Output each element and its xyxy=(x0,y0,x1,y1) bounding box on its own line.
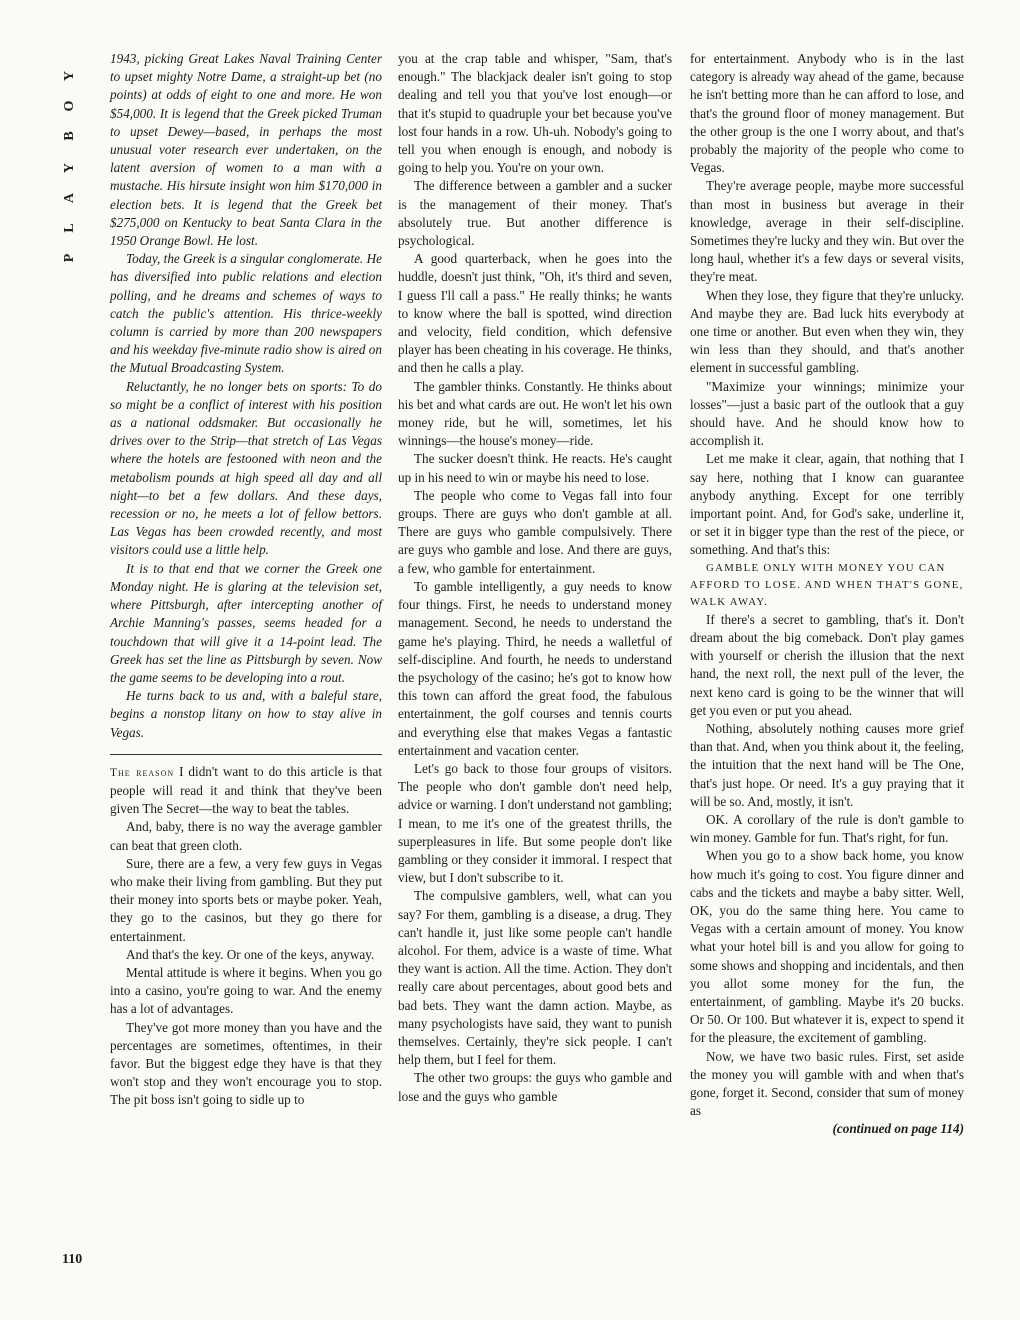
body-paragraph: To gamble intelligently, a guy needs to know four things. First, he needs to understand money management. Second, he needs to understand the game he's playing. Third, he needs a walletful of self-discipline. And fourth, he needs to understand the psychology of the casino; he's got to know how this town can afford the great food, the fabulous entertainment, the golf courses and tennis courts and everything else that makes Vegas a fantastic entertainment and vacation center. xyxy=(398,578,672,758)
body-paragraph: you at the crap table and whisper, "Sam, that's enough." The blackjack dealer isn't going to stop dealing and tell you that you've lost enough—or that it's stupid to quadruple your bet because you've lost four hands in a row. Uh-uh. Nobody's going to tell you when enough is enough, and nobody is going to help you. You're on your own. xyxy=(398,51,672,176)
body-paragraph: And, baby, there is no way the average gambler can beat that green cloth. xyxy=(110,819,382,853)
body-paragraph: for entertainment. Anybody who is in the last category is already way ahead of the game, because he isn't betting more than he can afford to lose, and that's the ground floor of money management. But the other group is the one I worry about, and that's probably the majority of the people who come to Vegas. xyxy=(690,51,964,176)
divider xyxy=(110,754,382,755)
body-paragraph: The other two groups: the guys who gamble and lose and the guys who gamble xyxy=(398,1070,672,1104)
body-paragraph: If there's a secret to gambling, that's it. Don't dream about the big comeback. Don't play games with yourself or cherish the illusion that the next hand, the next roll, the next pull of the lever, the next keno card is going to be the winner that will get you even or put you ahead. xyxy=(690,611,964,718)
body-paragraph: Nothing, absolutely nothing causes more grief than that. And, when you think about it, the feeling, the intuition that the next hand will be The One, that's just hope. Or need. It's a guy praying that it will be so. And, mostly, it isn't. xyxy=(690,720,964,809)
article-intro xyxy=(110,50,382,742)
intro-paragraph: Today, the Greek is a singular conglomerate. He has diversified into public relations and election polling, and he dreams and schemes of ways to catch the public's attention. His thrice-weekly column is carried by more than 200 newspapers and his weekday five-minute radio show is aired on the Mutual Broadcasting System. xyxy=(110,251,382,376)
intro-paragraph: It is to that end that we corner the Greek one Monday night. He is glaring at the television set, where Pittsburgh, after intercepting another of Archie Manning's passes, seems headed for a touchdown that will give it a 14-point lead. The Greek has set the line as Pittsburgh by seven. Now the game seems to be developing into a rout. xyxy=(110,560,382,685)
body-paragraph: The people who come to Vegas fall into four groups. There are guys who don't gamble at all. There are guys who gamble compulsively. There are guys who gamble and lose. And there are guys, a few, who gamble for entertainment. xyxy=(398,487,672,576)
body-paragraph: When you go to a show back home, you know how much it's going to cost. You figure dinner and cabs and the tickets and maybe a baby sitter. Well, OK, you do the same thing here. You came to Vegas with a certain amount of money. You know what your hotel bill is and you allow for going to some shows and shopping and incidentals, and then you allot some money for the fun, the entertainment, of gambling. Maybe it's 20 bucks. Or 50. Or 100. But whatever it is, expect to spend it for the pleasure, the excitement of gambling. xyxy=(690,848,964,1046)
body-paragraph: The compulsive gamblers, well, what can you say? For them, gambling is a disease, a drug. They can't handle it, just like some people can't handle alcohol. For them, advice is a waste of time. What they want is action. All the time. Action. They don't really care about percentages, about good bets and bad bets. They want the damn action. Maybe, as many psychologists have said, they want to punish themselves. Certainly, they're sick people. I can't help them, but I feel for them. xyxy=(398,888,672,1068)
body-paragraph: OK. A corollary of the rule is don't gamble to win money. Gamble for fun. That's right, for fun. xyxy=(690,811,964,846)
lead-text: I didn't want to do this article is that people will read it and think that they've been given The Secret—the way to beat the tables. xyxy=(110,763,382,817)
body-paragraph: Now, we have two basic rules. First, set aside the money you will gamble with and when that's gone, forget it. Second, consider that sum of money as xyxy=(690,1048,964,1119)
magazine-name-vertical xyxy=(58,62,82,272)
continued-line: (continued on page 114) xyxy=(832,1121,964,1137)
pull-quote: GAMBLE ONLY WITH MONEY YOU CAN AFFORD TO LOSE. AND WHEN THAT'S GONE, WALK AWAY. xyxy=(690,561,964,608)
lead-paragraph xyxy=(110,763,382,819)
body-paragraph: They've got more money than you have and the percentages are sometimes, oftentimes, in their favor. But the biggest edge they have is that they won't stop and they won't encourage you to stop. The pit boss isn't going to sidle up to xyxy=(110,1019,382,1108)
magazine-letter: A xyxy=(62,192,77,204)
body-paragraph: The sucker doesn't think. He reacts. He's caught up in his need to win or maybe his need to lose. xyxy=(398,451,672,485)
magazine-letter: O xyxy=(62,100,77,112)
body-paragraph: Let me make it clear, again, that nothing that I say here, nothing that I know can guarantee anybody anything. Except for one terribly important point. And, for God's sake, underline it, or set it in bigger type than the rest of the piece, or something. And that's this: xyxy=(690,451,964,558)
magazine-letter: L xyxy=(62,223,77,233)
magazine-letter: Y xyxy=(62,162,77,174)
body-paragraph: When they lose, they figure that they're unlucky. And maybe they are. Bad luck hits everybody at one time or another. But even when they win, they win less than they should, and that's another element in successful gambling. xyxy=(690,287,964,376)
magazine-letter: Y xyxy=(62,70,77,82)
body-paragraph: And that's the key. Or one of the keys, anyway. xyxy=(126,946,375,962)
column-2 xyxy=(398,50,672,1106)
body-paragraph: They're average people, maybe more successful than most in business but average in their knowledge, average in their self-discipline. Sometimes they're lucky and they win. But over the long haul, whether it's a few days or several visits, they're meat. xyxy=(690,178,964,285)
body-paragraph: A good quarterback, when he goes into the huddle, doesn't just think, "Oh, it's third and seven, I guess I'll call a pass." He really thinks; he wants to know where the ball is spotted, wind direction and velocity, field condition, which defensive player has been cheating in his coverage. He thinks, and then he calls a play. xyxy=(398,251,672,376)
page-number: 110 xyxy=(62,1252,83,1267)
body-paragraph: The difference between a gambler and a sucker is the management of their money. That's absolutely true. But another difference is psychological. xyxy=(398,178,672,249)
lead-in: The reason xyxy=(110,766,175,779)
magazine-letter: B xyxy=(62,131,77,141)
body-paragraph: Mental attitude is where it begins. When you go into a casino, you're going to war. And the enemy has a lot of advantages. xyxy=(110,964,382,1017)
body-paragraph: Sure, there are a few, a very few guys in Vegas who make their living from gambling. But they put their money into sports bets or maybe poker. Yeah, they go to the casinos, but they go there for entertainment. xyxy=(110,855,382,944)
intro-paragraph: Reluctantly, he no longer bets on sports: To do so might be a conflict of interest with his position as a national oddsmaker. But occasionally he drives over to the Strip—that stretch of Las Vegas where the hotels are festooned with neon and the metabolism pounds at high speed all day and all night—to bet a few dollars. And these days, recession or no, he meets a lot of fellow bettors. Las Vegas has been crowded recently, and most visitors could use a little help. xyxy=(110,378,382,558)
column-1 xyxy=(110,50,382,1110)
body-paragraph: The gambler thinks. Constantly. He thinks about his bet and what cards are out. He won't let his own money ride, but he will, sometimes, let his winnings—the house's money—ride. xyxy=(398,378,672,449)
magazine-letter: P xyxy=(62,253,77,263)
body-paragraph: Let's go back to those four groups of visitors. The people who don't gamble don't need help, advice or warning. I don't understand not gambling; I mean, to me it's one of the greatest thrills, the superpleasures in life. But some people don't like gambling or they consider it immoral. I respect that view, but I don't subscribe to it. xyxy=(398,760,672,886)
intro-paragraph: 1943, picking Great Lakes Naval Training Center to upset mighty Notre Dame, a straight-up bet (no points) at odds of eight to one and more. He won $54,000. It is legend that the Greek picked Truman to upset Dewey—based, in perhaps the most unusual voter research ever undertaken, on the latent aversion of women to a man with a mustache. His hirsute insight won him $170,000 in election bets. It is legend that the Greek bet $275,000 on Kentucky to beat Santa Clara in the 1950 Orange Bowl. He lost. xyxy=(110,51,382,249)
body-paragraph: "Maximize your winnings; minimize your losses"—just a basic part of the outlook that a guy should have. And he should know how to accomplish it. xyxy=(690,378,964,449)
column-3 xyxy=(690,50,964,1139)
intro-paragraph: He turns back to us and, with a baleful stare, begins a nonstop litany on how to stay alive in Vegas. xyxy=(110,688,382,740)
